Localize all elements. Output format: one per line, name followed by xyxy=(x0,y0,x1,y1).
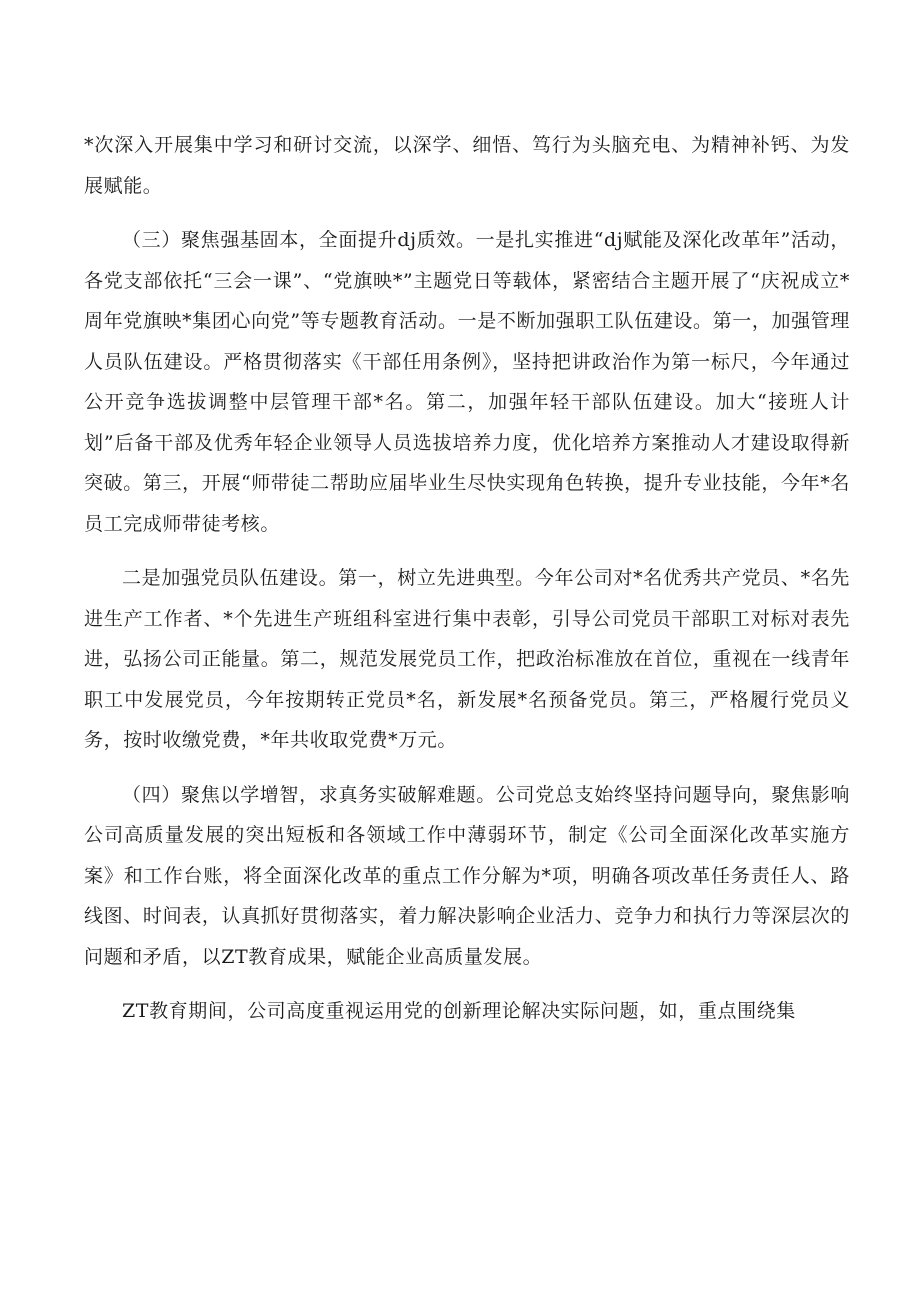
paragraph: 二是加强党员队伍建设。第一，树立先进典型。今年公司对*名优秀共产党员、*名先进生产工作者、*个先进生产班组科室进行集中表彰，引导公司党员干部职工对标对表先进，弘扬公司正能量。第二，规范发展党员工作，把政治标准放在首位，重视在一线青年职工中发展党员，今年按期转正党员*名，新发展*名预备党员。第三，严格履行党员义务，按时收缴党费，*年共收取党费*万元。 xyxy=(84,567,850,751)
paragraph: （四）聚焦以学增智，求真务实破解难题。公司党总支始终坚持问题导向，聚焦影响公司高质量发展的突出短板和各领域工作中薄弱环节，制定《公司全面深化改革实施方案》和工作台账，将全面深化改革的重点工作分解为*项，明确各项改革任务责任人、路线图、时间表，认真抓好贯彻落实，着力解决影响企业活力、竞争力和执行力等深层次的问题和矛盾，以ZT教育成果，赋能企业高质量发展。 xyxy=(84,783,850,968)
paragraph: *次深入开展集中学习和研讨交流，以深学、细悟、笃行为头脑充电、为精神补钙、为发展赋能。 xyxy=(84,134,850,197)
paragraph: （三）聚焦强基固本，全面提升dj质效。一是扎实推进“dj赋能及深化改革年”活动，各党支部依托“三会一课”、“党旗映*”主题党日等载体，紧密结合主题开展了“庆祝成立*周年党旗映*集团心向党”等专题教育活动。一是不断加强职工队伍建设。第一，加强管理人员队伍建设。严格贯彻落实《干部任用条例》，坚持把讲政治作为第一标尺，今年通过公开竞争选拔调整中层管理干部*名。第二，加强年轻干部队伍建设。加大“接班人计划”后备干部及优秀年轻企业领导人员选拔培养力度，优化培养方案推动人才建设取得新突破。第三，开展“师带徒二帮助应届毕业生尽快实现角色转换，提升专业技能，今年*名员工完成师带徒考核。 xyxy=(84,229,850,535)
paragraph: ZT教育期间，公司高度重视运用党的创新理论解决实际问题，如，重点围绕集 xyxy=(122,1000,796,1022)
document-body xyxy=(84,125,850,1046)
